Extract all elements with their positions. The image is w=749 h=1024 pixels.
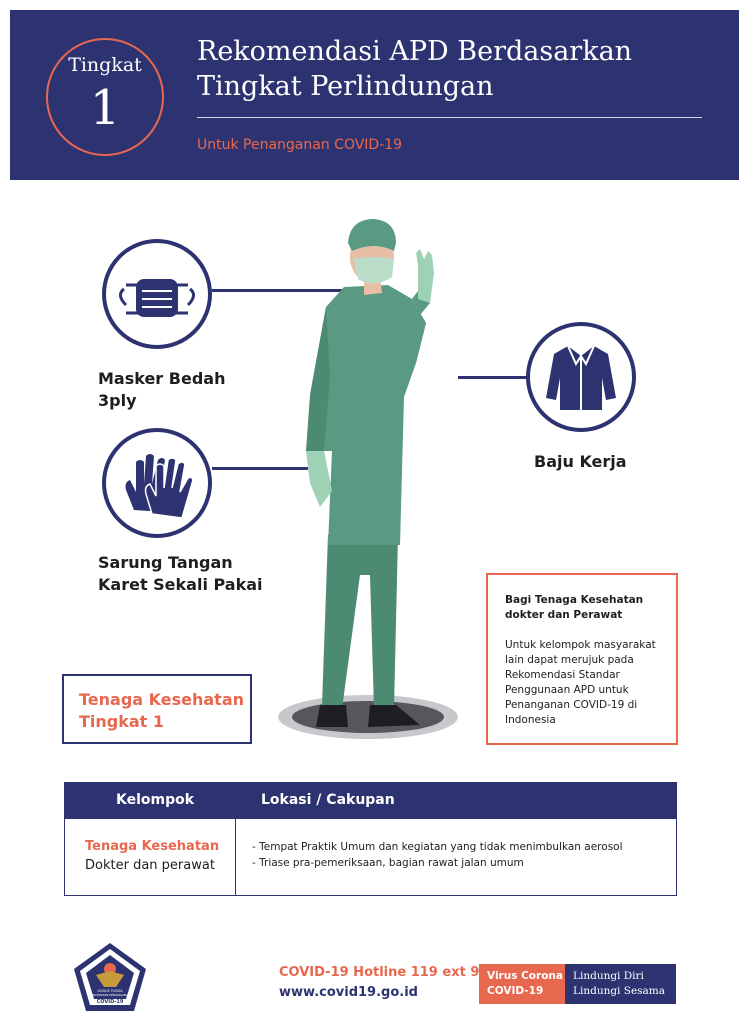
logo-text-top: GUGUS TUGAS: [97, 989, 123, 993]
info-body-line: Penggunaan APD untuk: [505, 684, 629, 696]
info-body-line: Indonesia: [505, 714, 556, 726]
info-body-line: lain dapat merujuk pada: [505, 654, 634, 666]
website-link[interactable]: www.covid19.go.id: [279, 985, 418, 1000]
page-subtitle: Untuk Penanganan COVID-19: [197, 137, 403, 153]
title-line-2: Tingkat Perlindungan: [197, 71, 494, 102]
info-title-line-1: Bagi Tenaga Kesehatan: [505, 594, 644, 606]
info-title-line-2: dokter dan Perawat: [505, 609, 623, 621]
protection-table: [64, 782, 677, 896]
logo-text-bottom: COVID-19: [96, 999, 124, 1005]
table-header: [65, 783, 676, 819]
gloves-label: Sarung Tangan Karet Sekali Pakai: [98, 553, 263, 594]
level-badge: [46, 38, 164, 156]
table-column-divider: [235, 819, 236, 896]
healthcare-worker-illustration: [270, 215, 470, 755]
table-cell-group: [85, 837, 219, 875]
header-divider: [197, 117, 702, 118]
column-header-kelompok: Kelompok: [116, 792, 195, 808]
group-highlight: Tenaga Kesehatan: [85, 839, 220, 854]
lindungi-badge: Lindungi Diri Lindungi Sesama: [565, 964, 676, 1004]
gloves-icon: [102, 428, 212, 538]
table-cell-scope: [252, 839, 623, 871]
page-title: [197, 34, 717, 104]
coat-label: Baju Kerja: [534, 452, 627, 471]
logo-text-mid: PERCEPATAN PENANGANAN: [89, 993, 131, 997]
info-body-line: Rekomendasi Standar: [505, 669, 620, 681]
info-title: [505, 593, 662, 623]
scope-item: - Triase pra-pemeriksaan, bagian rawat jalan umum: [252, 857, 524, 869]
mask-label: Masker Bedah 3ply: [98, 369, 226, 410]
level-number: 1: [89, 80, 121, 136]
title-line-1: Rekomendasi APD Berdasarkan: [197, 36, 633, 67]
tenaga-kesehatan-box: [62, 674, 252, 744]
group-sub: Dokter dan perawat: [85, 858, 215, 873]
gugus-tugas-logo: [72, 941, 148, 1013]
surgical-mask-icon: [102, 239, 212, 349]
tenaga-box-line-2: Tingkat 1: [79, 712, 165, 731]
column-header-lokasi: Lokasi / Cakupan: [261, 792, 395, 808]
virus-corona-badge: Virus Corona COVID-19: [479, 964, 565, 1004]
hotline-text: COVID-19 Hotline 119 ext 9: [279, 965, 480, 980]
scope-item: - Tempat Praktik Umum dan kegiatan yang tidak menimbulkan aerosol: [252, 841, 623, 853]
info-body-line: Penanganan COVID-19 di: [505, 699, 638, 711]
info-body-line: Untuk kelompok masyarakat: [505, 639, 656, 651]
tenaga-box-line-1: Tenaga Kesehatan: [79, 690, 245, 709]
level-word: Tingkat: [68, 54, 142, 76]
info-body: [505, 638, 662, 728]
info-box: [486, 573, 678, 745]
header-banner: [10, 10, 739, 180]
work-coat-icon: [526, 322, 636, 432]
